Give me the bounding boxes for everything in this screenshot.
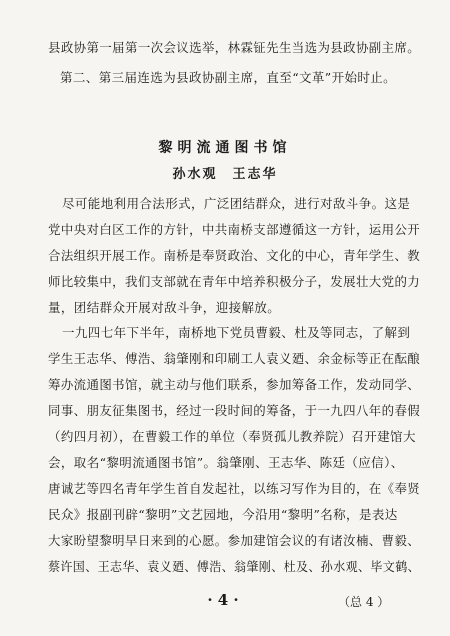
body-line: 唐诚艺等四名青年学生首自发起社，以练习写作为目的，在《奉贤	[48, 481, 421, 496]
body-line: 尽可能地利用合法形式，广泛团结群众，进行对敌斗争。这是	[62, 196, 411, 211]
body-line: 同事、朋友征集图书，经过一段时间的筹备，于一九四八年的春假	[48, 403, 421, 418]
body-line: 合法组织开展工作。南桥是奉贤政治、文化的中心，青年学生、教	[48, 248, 421, 263]
body-line: 学生王志华、傅浩、翁肇刚和印刷工人袁义廼、余金标等正在酝酿	[48, 351, 421, 366]
body-line: 会，取名“黎明流通图书馆”。翁肇刚、王志华、陈廷（应信）、	[48, 455, 404, 470]
body-line: 民众》报副刊辟“黎明”文艺园地，今沿用“黎明”名称，是表达	[48, 507, 398, 522]
body-line: 党中央对白区工作的方针，中共南桥支部遵循这一方针，运用公开	[48, 222, 421, 237]
body-line: 蔡许国、王志华、袁义廼、傅浩、翁肇刚、杜及、孙水观、毕文鹤、	[48, 559, 421, 574]
body-line: 一九四七年下半年，南桥地下党员曹毅、杜及等同志，了解到	[62, 325, 411, 340]
total-page-number: （总 4 ）	[338, 595, 390, 609]
text-line: 县政协第一届第一次会议选举，林霖钲先生当选为县政协副主席。	[48, 40, 421, 55]
text-line: 第二、第三届连选为县政协副主席，直至“文革”开始时止。	[60, 70, 397, 85]
body-line: 筹办流通图书馆，就主动与他们联系，参加筹备工作，发动同学、	[48, 377, 421, 392]
header-paragraph	[48, 40, 421, 90]
page-number: · 4 ·	[207, 591, 239, 609]
article-body	[48, 196, 421, 581]
body-line: （约四月初），在曹毅工作的单位（奉贤孤儿教养院）召开建馆大	[48, 429, 416, 444]
body-line: 量，团结群众开展对敌斗争，迎接解放。	[48, 300, 281, 315]
body-line: 大家盼望黎明早日来到的心愿。参加建馆会议的有诸汝楠、曹毅、	[48, 533, 421, 548]
article-authors: 孙水观 王志华	[172, 167, 278, 182]
article-title: 黎明流通图书馆	[158, 140, 292, 156]
body-line: 师比较集中，我们支部就在青年中培养积极分子，发展壮大党的力	[48, 274, 421, 289]
